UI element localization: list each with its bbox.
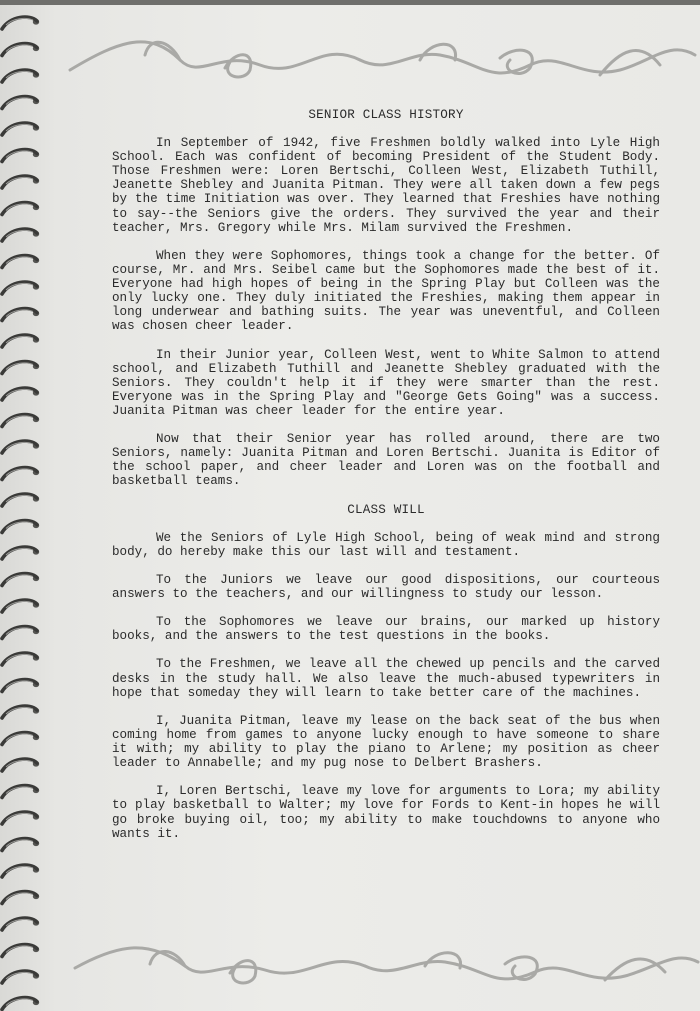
will-paragraph: To the Freshmen, we leave all the chewed up pencils and the carved desks in the study hall. We also leave the much-abused typewriters in hope that someday they will learn to take better care of the machines. xyxy=(112,657,660,700)
bottom-ornament xyxy=(60,928,700,998)
class-will-heading: CLASS WILL xyxy=(347,502,425,517)
will-paragraph: We the Seniors of Lyle High School, being of weak mind and strong body, do hereby make this our last will and testament. xyxy=(112,530,660,559)
will-paragraph: To the Sophomores we leave our brains, our marked up history books, and the answers to the test questions in the books. xyxy=(112,615,660,644)
senior-class-history-heading: SENIOR CLASS HISTORY xyxy=(308,108,464,122)
will-paragraph: I, Juanita Pitman, leave my lease on the back seat of the bus when coming home from games to anyone lucky enough to have someone to share it with; my ability to play the piano to Arlene; my position as cheer leader to Annabelle; and my pug nose to Delbert Brashers. xyxy=(112,713,660,771)
spiral-binding xyxy=(0,0,48,1011)
history-paragraph: When they were Sophomores, things took a change for the better. Of course, Mr. and Mrs. Seibel came but the Sophomores made the best of it. Everyone had high hopes of being in the Spring Play but Colleen was the only lucky one. They duly initiated the Freshies, making them appear in long underwear and bathing suits. The year was uneventful, and Colleen was chosen cheer leader. xyxy=(112,248,660,334)
history-paragraph: In September of 1942, five Freshmen boldly walked into Lyle High School. Each was confident of becoming President of the Student Body. Those Freshmen were: Loren Bertschi, Colleen West, Elizabeth Tuthill, Jeanette Shebley and Juanita Pitman. They were all taken down a few pegs by the time Initiation was over. They learned that Freshies have nothing to say--the Seniors give the orders. They survived the year and their teacher, Mrs. Gregory while Mrs. Milam survived the Freshmen. xyxy=(112,136,660,235)
top-ornament xyxy=(60,20,700,90)
will-paragraph: To the Juniors we leave our good dispositions, our courteous answers to the teachers, and our willingness to study our lesson. xyxy=(112,572,660,601)
document-text xyxy=(112,108,660,855)
history-paragraph: Now that their Senior year has rolled around, there are two Seniors, namely: Juanita Pitman and Loren Bertschi. Juanita is Editor of the school paper, and cheer leader and Loren was on the football and basketball teams. xyxy=(112,432,660,489)
will-paragraph: I, Loren Bertschi, leave my love for arguments to Lora; my ability to play basketball to Walter; my love for Fords to Kent-in hopes he will go broke buying oil, too; my ability to make touchdowns to anyone who wants it. xyxy=(112,784,660,841)
page-top-edge xyxy=(0,0,700,5)
history-paragraph: In their Junior year, Colleen West, went to White Salmon to attend school, and Elizabeth Tuthill and Jeanette Shebley graduated with the Seniors. They couldn't help it if they were smarter than the rest. Everyone was in the Spring Play and "George Gets Going" was a success. Juanita Pitman was cheer leader for the entire year. xyxy=(112,347,660,418)
